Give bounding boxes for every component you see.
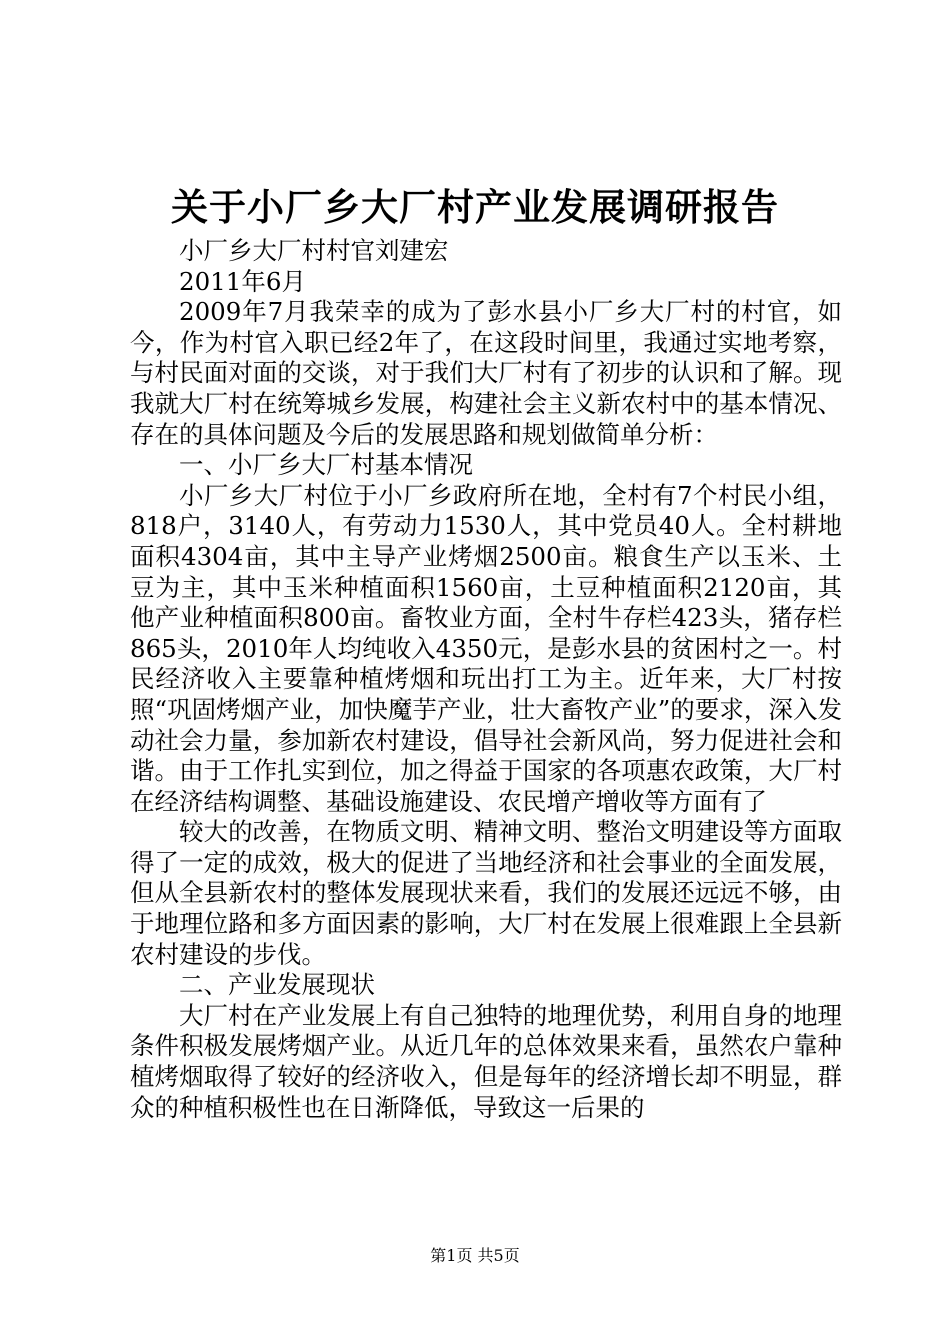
document-body — [130, 236, 842, 1123]
paragraph-basic-info: 小厂乡大厂村位于小厂乡政府所在地，全村有7个村民小组，818户，3140人，有劳动力1530人，其中党员40人。全村耕地面积4304亩，其中主导产业烤烟2500亩。粮食生产以玉米、土豆为主，其中玉米种植面积1560亩，土豆种植面积2120亩，其他产业种植面积800亩。畜牧业方面，全村牛存栏423头，猪存栏865头，2010年人均纯收入4350元，是彭水县的贫困村之一。村民经济收入主要靠种植烤烟和玩出打工为主。近年来，大厂村按照“巩固烤烟产业，加快魔芋产业，壮大畜牧产业”的要求，深入发动社会力量，参加新农村建设，倡导社会新风尚，努力促进社会和谐。由于工作扎实到位，加之得益于国家的各项惠农政策，大厂村在经济结构调整、基础设施建设、农民增产增收等方面有了 — [130, 480, 842, 816]
date-line: 2011年6月 — [179, 266, 306, 296]
author-line: 小厂乡大厂村村官刘建宏 — [179, 236, 449, 265]
document-title: 关于小厂乡大厂村产业发展调研报告 — [171, 185, 779, 229]
paragraph-improvement: 较大的改善，在物质文明、精神文明、整治文明建设等方面取得了一定的成效，极大的促进了当地经济和社会事业的全面发展，但从全县新农村的整体发展现状来看，我们的发展还远远不够，由于地理位路和多方面因素的影响，大厂村在发展上很难跟上全县新农村建设的步伐。 — [130, 817, 842, 969]
paragraph-intro: 2009年7月我荣幸的成为了彭水县小厂乡大厂村的村官，如今，作为村官入职已经2年了，在这段时间里，我通过实地考察，与村民面对面的交谈，对于我们大厂村有了初步的认识和了解。现我就大厂村在统筹城乡发展，构建社会主义新农村中的基本情况、存在的具体问题及今后的发展思路和规划做简单分析： — [130, 297, 842, 449]
page-footer: 第1页 共5页 — [430, 1246, 520, 1265]
section-heading-1: 一、小厂乡大厂村基本情况 — [179, 450, 473, 480]
paragraph-industry: 大厂村在产业发展上有自己独特的地理优势，利用自身的地理条件积极发展烤烟产业。从近几年的总体效果来看，虽然农户靠种植烤烟取得了较好的经济收入，但是每年的经济增长却不明显，群众的种植积极性也在日渐降低，导致这一后果的 — [130, 1000, 842, 1122]
section-heading-2: 二、产业发展现状 — [179, 970, 375, 1000]
